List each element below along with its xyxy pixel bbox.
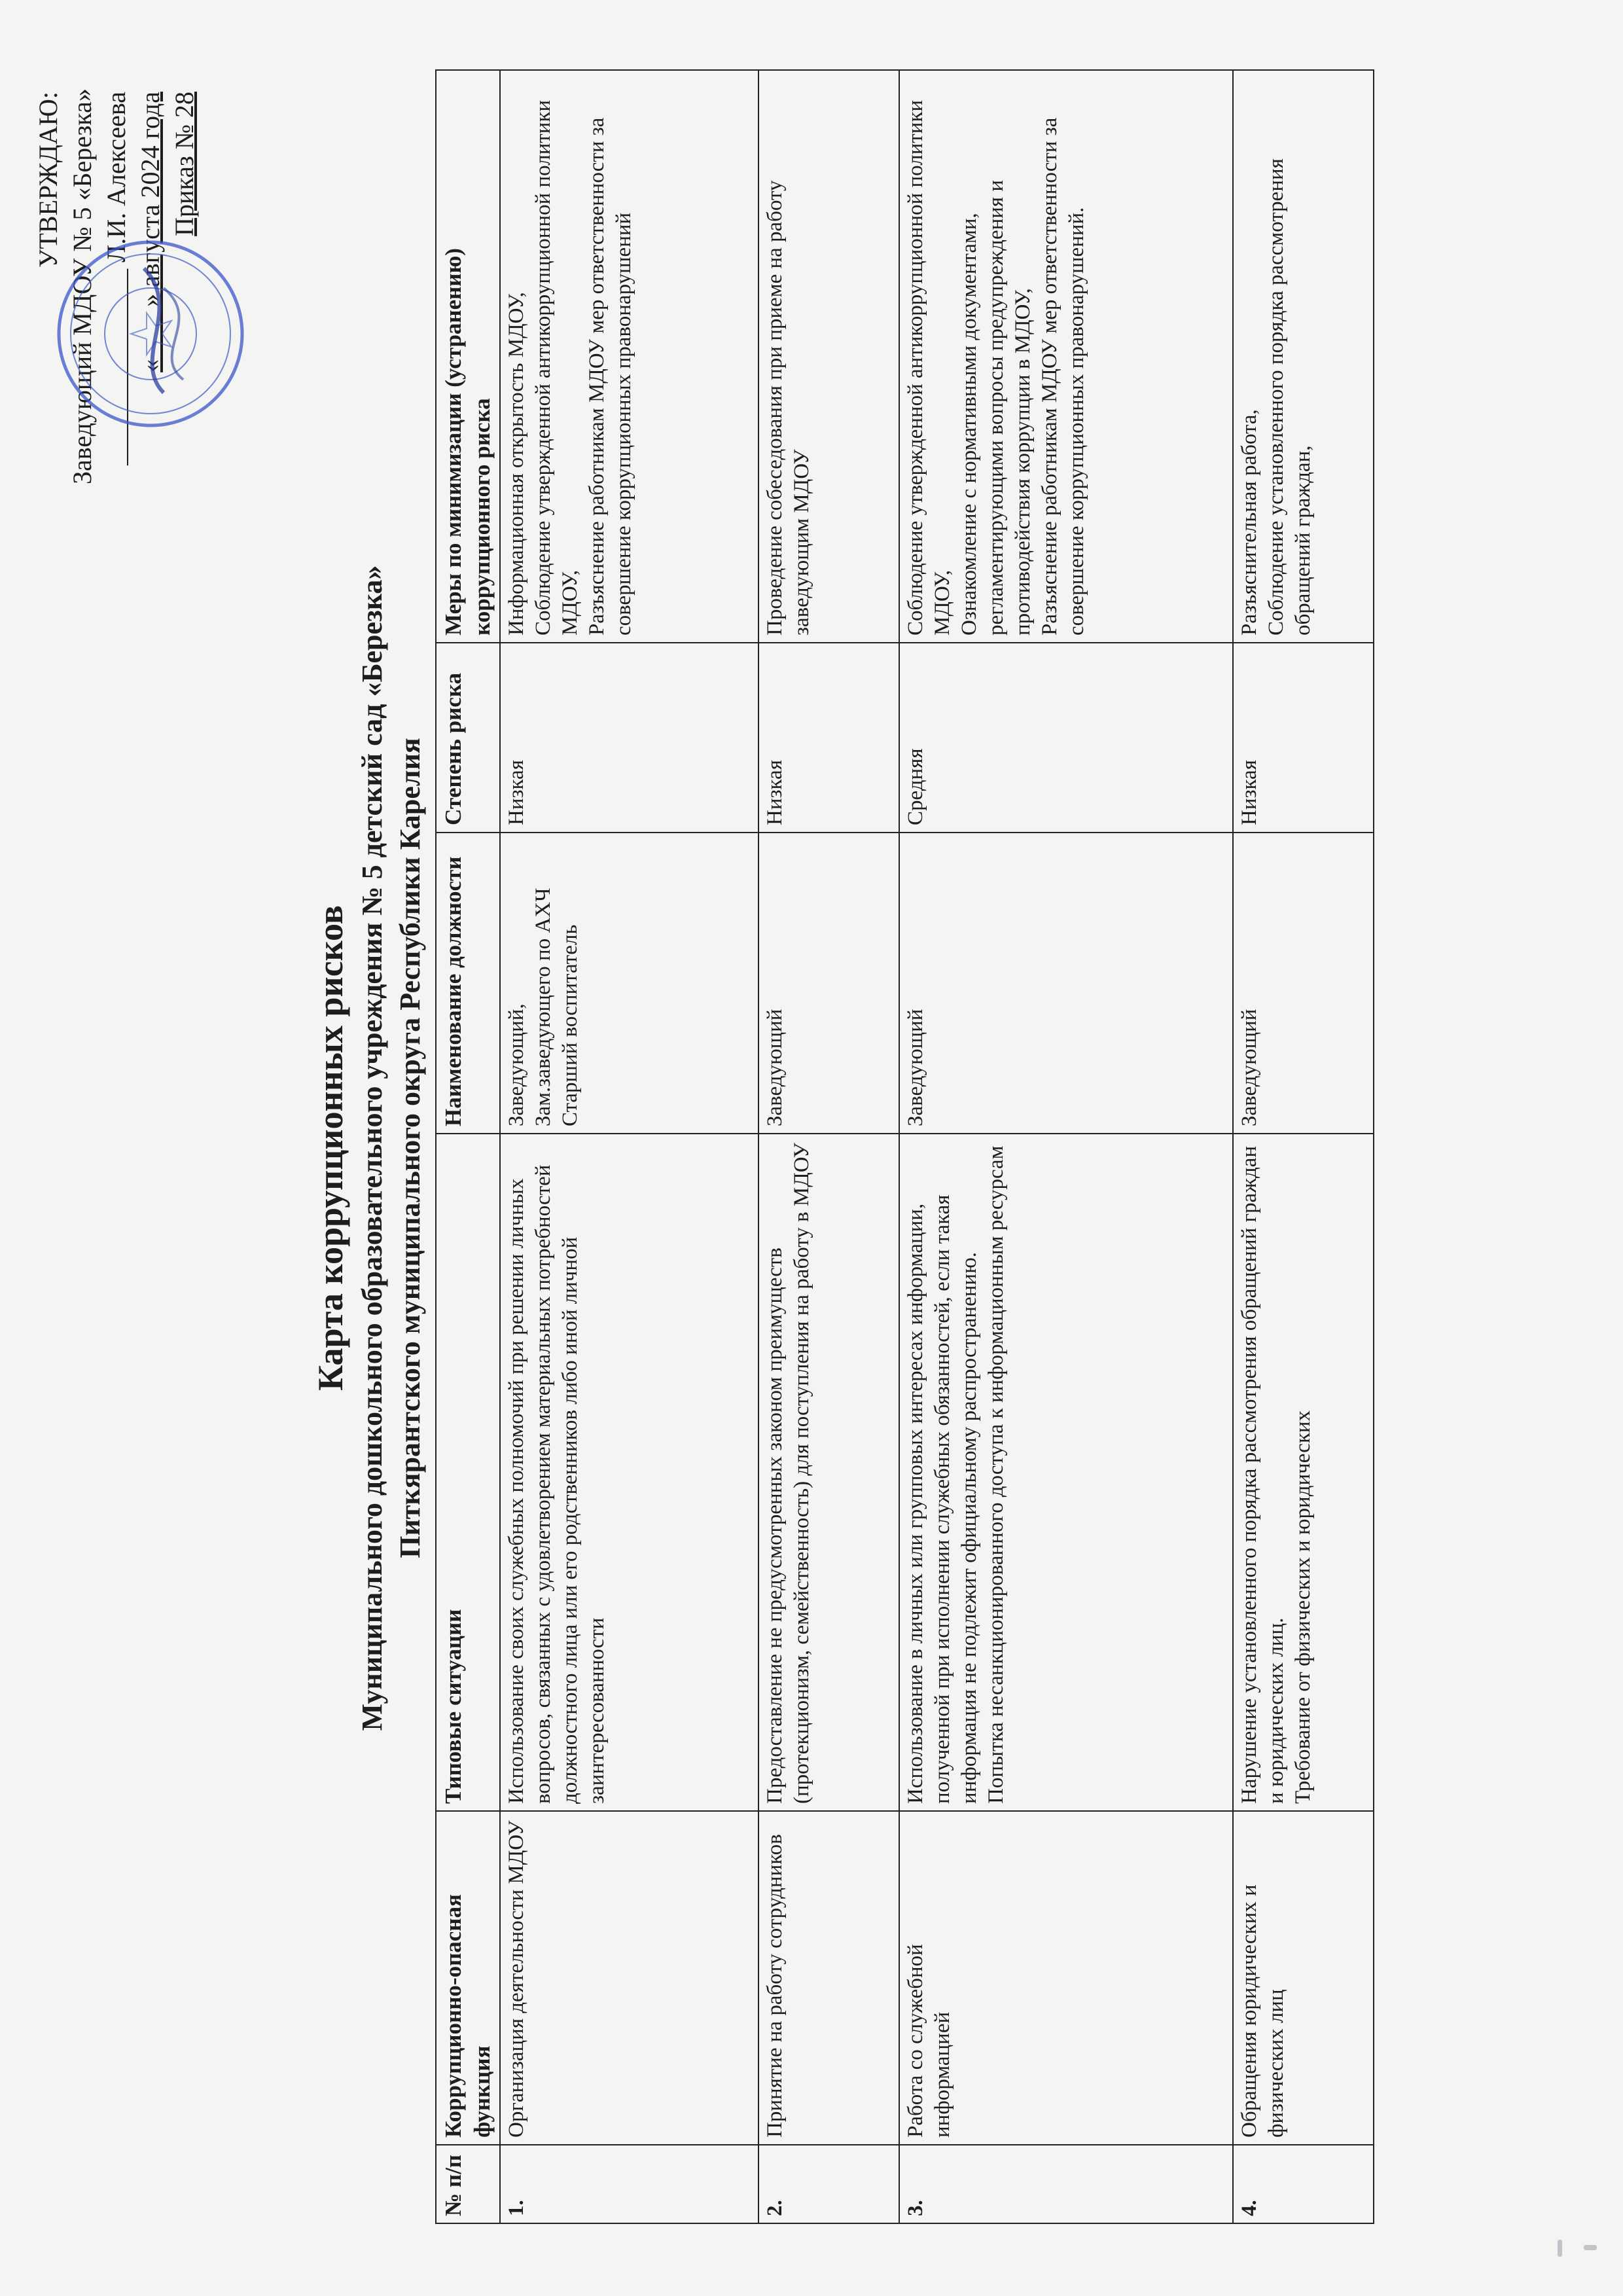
row-measures (899, 70, 1233, 643)
row-number: 4. (1233, 2145, 1374, 2223)
scan-speck (1558, 2240, 1562, 2257)
row-risk-level: Низкая (1233, 643, 1374, 833)
row-risk-level: Низкая (758, 643, 899, 833)
measure-line: Информационная открытость МДОУ, (505, 292, 528, 636)
approval-position: Заведующий МДОУ № 5 «Березка» (67, 88, 97, 484)
situation-line: Предоставление не предусмотренных законом преимуществ (протекционизм, семейственность) для поступления на работу в МДОУ (763, 1142, 813, 1804)
row-measures (758, 70, 899, 643)
document-title: Карта коррупционных рисков (311, 905, 350, 1391)
table-row (1233, 70, 1374, 2223)
measure-line: Ознакомление с нормативными документами, регламентирующими вопросы предупреждения и противодействия коррупции в МДОУ, (957, 180, 1035, 636)
situation-line: Использование в личных или групповых интересах информации, полученной при исполнении служебных обязанностей, если такая информация не подлежит официальному распространению. (904, 1194, 981, 1804)
column-header: Коррупционно-опасная функция (436, 1811, 500, 2145)
row-number: 1. (500, 2145, 758, 2223)
row-positions (899, 833, 1233, 1134)
measure-line: Соблюдение установленного порядка рассмотрения обращений граждан, (1264, 158, 1315, 636)
row-positions (1233, 833, 1374, 1134)
document-subtitle: Муниципального дошкольного образовательного учреждения № 5 детский сад «Березка» (356, 565, 388, 1731)
row-measures (1233, 70, 1374, 643)
approval-signature: _______________ Л.И. Алексеева (101, 92, 131, 465)
column-header: Степень риска (436, 643, 500, 833)
row-risk-level: Средняя (899, 643, 1233, 833)
document-subtitle-region: Питкярантского муниципального округа Республики Карелия (394, 738, 426, 1558)
row-function: Обращения юридических и физических лиц (1233, 1811, 1374, 2145)
row-number: 2. (758, 2145, 899, 2223)
situation-line: Использование своих служебных полномочий при решении личных вопросов, связанных с удовлетворением материальных потребностей должностного лица или его родственников либо иной личной заинтересованности (505, 1164, 609, 1804)
position-line: Зам.заведующего по АХЧ (531, 888, 555, 1126)
approval-date: «____» августа 2024 года (135, 92, 165, 372)
position-line: Заведующий, (505, 1003, 528, 1126)
column-header: Типовые ситуации (436, 1134, 500, 1811)
measure-line: Соблюдение утвержденной антикоррупционной политики МДОУ, (531, 99, 582, 636)
table-row (899, 70, 1233, 2223)
position-line: Заведующий (763, 1009, 787, 1126)
row-situations (1233, 1134, 1374, 1811)
measure-line: Проведение собеседования при приеме на работу заведующим МДОУ (763, 180, 813, 636)
approval-order: Приказ № 28 (169, 92, 199, 236)
position-line: Старший воспитатель (558, 924, 582, 1126)
row-positions (500, 833, 758, 1134)
row-risk-level: Низкая (500, 643, 758, 833)
document-header (308, 0, 429, 2296)
measure-line: Соблюдение утвержденной антикоррупционной политики МДОУ, (904, 99, 954, 636)
row-situations (899, 1134, 1233, 1811)
situation-line: Попытка несанкционированного доступа к информационным ресурсам (984, 1145, 1008, 1804)
row-situations (500, 1134, 758, 1811)
column-header: Наименование должности (436, 833, 500, 1134)
situation-line: Требование от физических и юридических (1291, 1410, 1315, 1804)
position-line: Заведующий (904, 1009, 927, 1126)
row-number: 3. (899, 2145, 1233, 2223)
table-row (500, 70, 758, 2223)
measure-line: Разъяснение работникам МДОУ мер ответственности за совершение коррупционных правонарушений. (1038, 117, 1088, 636)
row-function: Принятие на работу сотрудников (758, 1811, 899, 2145)
column-header: Меры по минимизации (устранению) коррупционного риска (436, 70, 500, 643)
row-function: Организация деятельности МДОУ (500, 1811, 758, 2145)
measure-line: Разъяснительная работа, (1238, 409, 1261, 636)
row-situations (758, 1134, 899, 1811)
table-row (758, 70, 899, 2223)
corruption-risk-table (435, 69, 1374, 2224)
scan-speck (1584, 2245, 1597, 2250)
approval-title: УТВЕРЖДАЮ: (33, 92, 63, 268)
official-seal-stamp (52, 236, 249, 432)
table-header-row (436, 70, 500, 2223)
column-header: № п/п (436, 2145, 500, 2223)
situation-line: Нарушение установленного порядка рассмотрения обращений граждан и юридических лиц. (1238, 1145, 1288, 1804)
row-positions (758, 833, 899, 1134)
position-line: Заведующий (1238, 1009, 1261, 1126)
row-measures (500, 70, 758, 643)
measure-line: Разъяснение работникам МДОУ мер ответственности за совершение коррупционных правонарушений (585, 117, 635, 636)
row-function: Работа со служебной информацией (899, 1811, 1233, 2145)
